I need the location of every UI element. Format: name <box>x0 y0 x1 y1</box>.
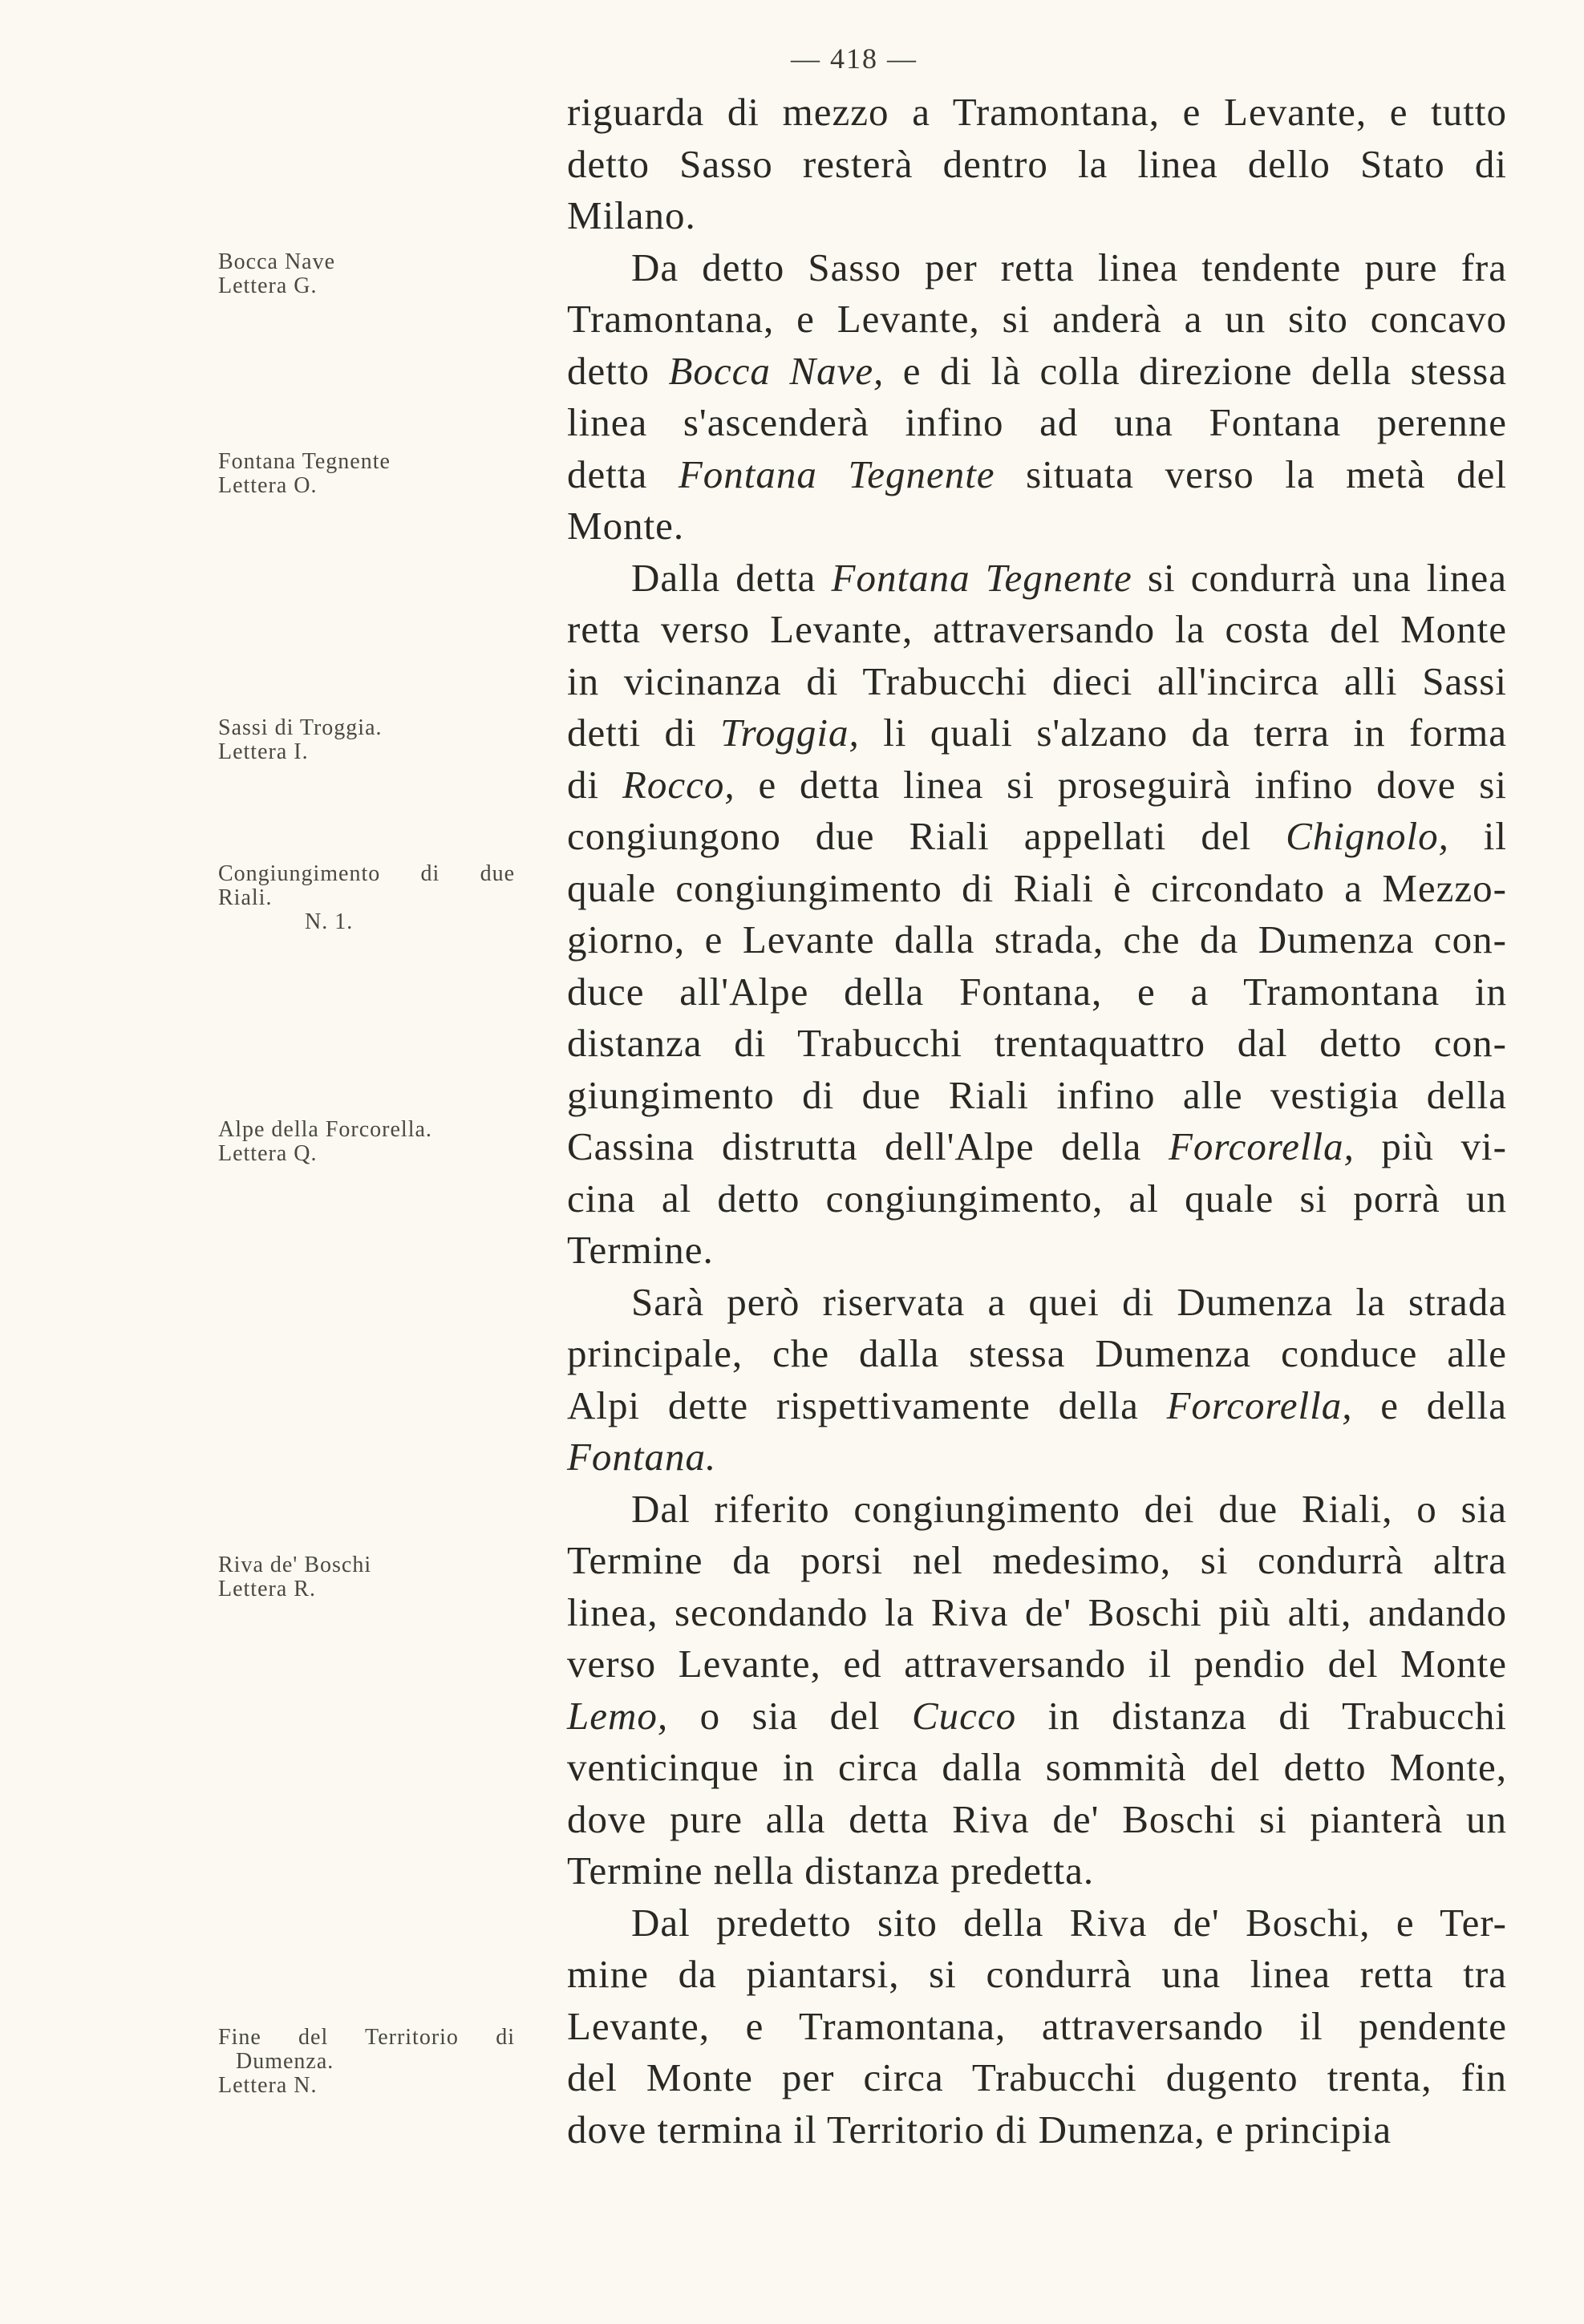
italic-term: Lemo, <box>567 1693 669 1738</box>
body-line: principale, che dalla stessa Dumenza conduce alle <box>567 1331 1507 1375</box>
body-line: Levante, e Tramontana, attraversando il pendente <box>567 2003 1507 2048</box>
text-segment: il <box>1448 814 1507 858</box>
body-line <box>567 1690 1507 1743</box>
body-line: del Monte per circa Trabucchi dugento trenta, fin <box>567 2055 1507 2099</box>
text-segment: Dal predetto sito della Riva de' Boschi, e Ter- <box>631 1900 1507 1945</box>
margin-note-line: Congiungimento di due <box>218 861 515 886</box>
body-text <box>567 87 1507 2156</box>
text-segment: e detta linea si proseguirà infino dove si <box>735 762 1507 807</box>
body-line: Monte. <box>567 504 685 548</box>
body-line: mine da piantarsi, si condurrà una linea retta tra <box>567 1952 1507 1996</box>
body-line: Termine. <box>567 1228 714 1272</box>
italic-term: Forcorella, <box>1168 1124 1355 1168</box>
text-segment: Da detto Sasso per retta linea tendente pure fra <box>631 245 1507 289</box>
margin-note-line: Sassi di Troggia. <box>218 715 383 740</box>
text-segment: Dal riferito congiungimento dei due Riali, o sia <box>631 1486 1507 1531</box>
body-line: cina al detto congiungimento, al quale si porrà un <box>567 1176 1507 1221</box>
margin-note-riva-de-boschi <box>218 1553 531 1601</box>
margin-note-line: Lettera I. <box>218 739 309 764</box>
text-segment: detto <box>567 348 669 393</box>
margin-note-line: Fontana Tegnente <box>218 449 391 474</box>
italic-term: Fontana. <box>567 1435 717 1479</box>
body-line: Termine nella distanza predetta. <box>567 1848 1095 1893</box>
italic-term: Fontana Tegnente <box>678 451 995 496</box>
text-segment: o sia del <box>668 1693 912 1738</box>
body-line: Termine da porsi nel medesimo, si condurrà altra <box>567 1538 1507 1582</box>
text-segment: li quali s'alzano da terra in forma <box>859 711 1507 755</box>
body-line: distanza di Trabucchi trentaquattro dal detto con- <box>567 1021 1507 1065</box>
margin-note-line: Lettera G. <box>218 273 318 298</box>
margin-note-line: Riali. <box>218 885 273 910</box>
body-line: duce all'Alpe della Fontana, e a Tramontana in <box>567 969 1507 1014</box>
margin-note-line: Lettera Q. <box>218 1141 318 1166</box>
margin-note-line: N. 1. <box>305 909 354 934</box>
body-line: giungimento di due Riali infino alle vestigia della <box>567 1072 1507 1117</box>
margin-note-line: Dumenza. <box>236 2049 334 2074</box>
body-line <box>567 553 1507 605</box>
body-line: Milano. <box>567 193 696 237</box>
body-line <box>567 1484 1507 1536</box>
body-line <box>567 1380 1507 1432</box>
body-line: dove termina il Territorio di Dumenza, e principia <box>567 2107 1392 2152</box>
text-segment: situata verso la metà del <box>995 451 1507 496</box>
text-segment: detti di <box>567 711 721 755</box>
body-line: retta verso Levante, attraversando la costa del Monte <box>567 607 1507 651</box>
text-segment: congiungono due Riali appellati del <box>567 814 1286 858</box>
text-segment: Sarà però riservata a quei di Dumenza la strada <box>631 1279 1507 1324</box>
body-line <box>567 707 1507 759</box>
margin-note-sassi-di-troggia <box>218 716 531 764</box>
body-line: in vicinanza di Trabucchi dieci all'incirca alli Sassi <box>567 658 1507 703</box>
body-line: verso Levante, ed attraversando il pendio del Monte <box>567 1642 1507 1686</box>
text-segment: in distanza di Trabucchi <box>1016 1693 1507 1738</box>
body-line <box>567 759 1507 812</box>
italic-term: Troggia, <box>720 711 860 755</box>
body-line: venticinque in circa dalla sommità del detto Monte, <box>567 1745 1507 1789</box>
body-line <box>567 811 1507 863</box>
margin-note-line: Riva de' Boschi <box>218 1553 372 1577</box>
text-segment: più vi- <box>1354 1124 1507 1168</box>
italic-term: Rocco, <box>622 762 735 807</box>
body-line <box>567 1277 1507 1329</box>
body-line: detto Sasso resterà dentro la linea dello Stato di <box>567 141 1507 186</box>
body-line <box>567 1121 1507 1173</box>
text-segment: di <box>567 762 622 807</box>
body-line: quale congiungimento di Riali è circondato a Mezzo- <box>567 865 1507 910</box>
body-line <box>567 449 1507 501</box>
margin-note-line: Lettera N. <box>218 2073 318 2098</box>
body-line: riguarda di mezzo a Tramontana, e Levante, e tutto <box>567 90 1507 134</box>
italic-term: Fontana Tegnente <box>831 555 1132 600</box>
body-line <box>567 346 1507 398</box>
margin-note-fine-territorio <box>218 2026 531 2098</box>
margin-note-line: Lettera O. <box>218 473 318 498</box>
text-segment: Alpi dette rispettivamente della <box>567 1383 1167 1427</box>
margin-note-congiungimento <box>218 862 531 934</box>
body-line: giorno, e Levante dalla strada, che da Dumenza con- <box>567 917 1507 962</box>
text-segment: detta <box>567 451 679 496</box>
body-line <box>567 242 1507 294</box>
body-line <box>567 1431 1507 1484</box>
italic-term: Bocca Nave, <box>668 348 885 393</box>
italic-term: Cucco <box>911 1693 1017 1738</box>
text-segment: Dalla detta <box>631 555 832 600</box>
margin-note-fontana-tegnente <box>218 450 531 498</box>
text-segment: e della <box>1352 1383 1507 1427</box>
margin-note-line: Alpe della Forcorella. <box>218 1117 432 1142</box>
body-line: Tramontana, e Levante, si anderà a un sito concavo <box>567 297 1507 341</box>
text-segment: Cassina distrutta dell'Alpe della <box>567 1124 1169 1168</box>
margin-note-line: Bocca Nave <box>218 249 336 274</box>
text-segment: e di là colla direzione della stessa <box>884 348 1507 393</box>
page-number: — 418 — <box>791 43 918 75</box>
margin-note-line: Lettera R. <box>218 1577 316 1601</box>
body-line: linea s'ascenderà infino ad una Fontana perenne <box>567 400 1507 444</box>
margin-note-bocca-nave <box>218 250 531 298</box>
body-line: linea, secondando la Riva de' Boschi più alti, andando <box>567 1589 1507 1634</box>
italic-term: Forcorella, <box>1166 1383 1353 1427</box>
body-line <box>567 1897 1507 1949</box>
text-segment: si condurrà una linea <box>1132 555 1507 600</box>
margin-note-line: Fine del Territorio di <box>218 2025 515 2050</box>
body-line: dove pure alla detta Riva de' Boschi si pianterà un <box>567 1796 1507 1841</box>
italic-term: Chignolo, <box>1286 814 1449 858</box>
margin-note-alpe-forcorella <box>218 1118 531 1166</box>
